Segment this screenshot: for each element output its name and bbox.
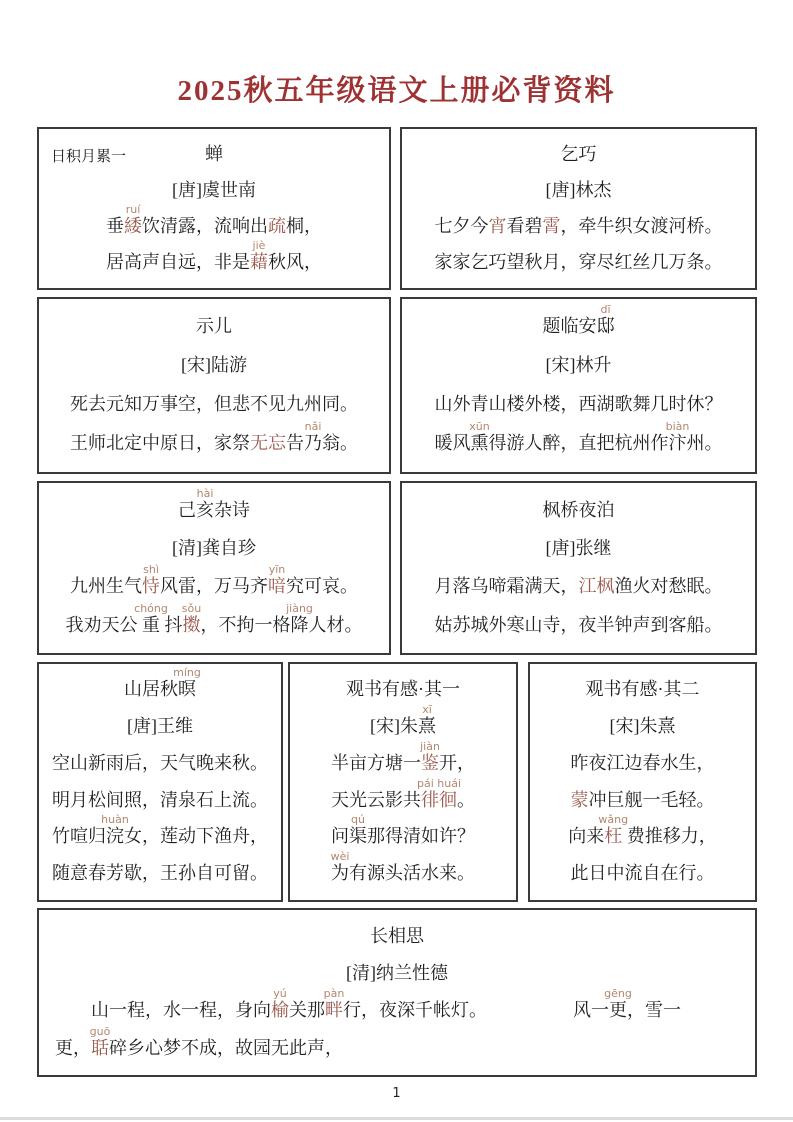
poem-card bbox=[37, 127, 391, 290]
poem-title bbox=[39, 486, 389, 522]
text-run: 降 jiàng bbox=[286, 601, 313, 635]
poem-line bbox=[530, 753, 755, 775]
highlighted-char: 鉴 jiàn bbox=[420, 739, 440, 773]
text-run: 九州生气 bbox=[70, 576, 142, 597]
poem-line bbox=[290, 850, 516, 885]
pinyin-annotation: yú bbox=[273, 987, 287, 1001]
text-run: [唐]张继 bbox=[545, 538, 612, 559]
text-run: 此日中流自在行。 bbox=[570, 863, 715, 884]
text-run: [唐]王维 bbox=[127, 716, 193, 736]
pinyin-annotation: pái huái bbox=[416, 776, 462, 790]
highlighted-char: 藉 jiè bbox=[250, 238, 268, 272]
highlighted-char: 江枫 bbox=[578, 576, 615, 597]
text-run: 更， bbox=[55, 1037, 91, 1058]
highlighted-char: 蒙 bbox=[570, 789, 589, 810]
text-run: 山一程，水一程，身向 bbox=[55, 1000, 271, 1021]
poem-line bbox=[290, 813, 516, 848]
poem-line bbox=[55, 1024, 739, 1060]
pinyin-annotation: míng bbox=[173, 666, 201, 680]
highlighted-char: 聒 guō bbox=[89, 1024, 111, 1058]
poem-line bbox=[39, 394, 389, 416]
highlighted-char: 榆 yú bbox=[271, 987, 289, 1021]
text-run: 邸 dī bbox=[596, 303, 615, 337]
text-run: 州。 bbox=[686, 433, 723, 454]
text-run: [清]龚自珍 bbox=[172, 538, 256, 559]
text-run: [宋]林升 bbox=[545, 355, 612, 376]
poem-author bbox=[402, 180, 755, 202]
text-run: 明月松间照，清泉石上流。 bbox=[52, 789, 268, 810]
text-run: 渔火对愁眠。 bbox=[614, 576, 723, 597]
text-run: 冲巨舰一毛轻。 bbox=[588, 789, 715, 810]
poem-line bbox=[402, 615, 755, 637]
poem-card bbox=[288, 662, 518, 902]
text-run: 天光云影共 bbox=[331, 789, 421, 810]
poem-line bbox=[530, 863, 755, 885]
text-run: ，牵牛织女渡河桥。 bbox=[560, 215, 723, 236]
pinyin-annotation: wèi bbox=[330, 850, 350, 864]
pinyin-annotation: sǒu bbox=[181, 601, 202, 615]
text-run: 有源头活水来。 bbox=[349, 863, 475, 884]
poem-line bbox=[290, 739, 516, 775]
text-run: 碎乡心梦不成，故园无此声， bbox=[109, 1037, 343, 1058]
highlighted-char: 疏 bbox=[268, 215, 286, 236]
text-run: 暖风 bbox=[434, 433, 471, 454]
text-run: 随意春芳歇，王孙自可留。 bbox=[52, 863, 268, 884]
text-run: 暝 míng bbox=[173, 666, 201, 700]
poem-author bbox=[530, 716, 755, 738]
pinyin-annotation: qú bbox=[351, 813, 365, 827]
text-run: 费推移力， bbox=[622, 826, 717, 847]
poem-author bbox=[402, 355, 755, 377]
page-title: 2025秋五年级语文上册必背资料 bbox=[177, 75, 616, 107]
text-run: [唐]虞世南 bbox=[172, 179, 256, 200]
highlighted-char: 无忘 bbox=[250, 433, 286, 454]
text-run: 山外青山楼外楼，西湖歌舞几时休？ bbox=[434, 394, 723, 415]
poem-line bbox=[39, 238, 389, 274]
text-run: 熏 xūn bbox=[469, 420, 490, 454]
pinyin-annotation: jiàn bbox=[420, 739, 440, 753]
poem-card bbox=[528, 662, 757, 902]
text-run: 向来 bbox=[568, 826, 605, 847]
poem-line bbox=[402, 252, 755, 274]
highlighted-char: 緌 ruí bbox=[124, 202, 142, 236]
poem-line bbox=[530, 813, 755, 848]
text-run: 汴 biàn bbox=[665, 420, 690, 454]
text-run: 乞巧 bbox=[560, 143, 597, 164]
highlighted-char: 喑 yīn bbox=[268, 563, 286, 597]
text-run: 翁。 bbox=[322, 433, 358, 454]
poem-line bbox=[39, 753, 281, 775]
text-run: 示儿 bbox=[196, 316, 232, 337]
text-run: 渠 qú bbox=[349, 813, 367, 847]
text-run: 七夕今 bbox=[434, 215, 489, 236]
text-run: 山居秋 bbox=[124, 679, 178, 700]
text-run: 己 bbox=[178, 499, 196, 520]
text-run: 居高声自远，非是 bbox=[106, 251, 250, 272]
poem-card bbox=[400, 127, 757, 290]
pinyin-annotation: biàn bbox=[665, 420, 690, 434]
text-run: 竹喧归 bbox=[52, 826, 106, 847]
poem-line bbox=[402, 216, 755, 238]
text-run: 熹 xī bbox=[418, 703, 436, 736]
highlighted-char: 徘徊 pái huái bbox=[416, 776, 462, 810]
poem-card bbox=[400, 481, 757, 655]
text-run: 关那 bbox=[289, 1000, 325, 1021]
text-run: 究可哀。 bbox=[286, 576, 358, 597]
poem-title bbox=[290, 679, 516, 701]
text-run: 题临安 bbox=[542, 316, 597, 337]
pinyin-annotation: jiàng bbox=[286, 601, 313, 615]
text-run: 杂诗 bbox=[214, 499, 250, 520]
text-run: 昨夜江边春水生， bbox=[570, 752, 715, 773]
text-run: 告 bbox=[286, 433, 304, 454]
text-run: 饮清露，流响出 bbox=[142, 215, 268, 236]
poem-title bbox=[402, 303, 755, 338]
text-run: 长相思 bbox=[370, 925, 424, 946]
pinyin-annotation: hài bbox=[196, 486, 214, 500]
poem-line bbox=[39, 420, 389, 455]
text-run: 观书有感·其一 bbox=[346, 679, 460, 700]
pinyin-annotation: shì bbox=[143, 563, 159, 577]
text-run: 风一 bbox=[573, 1000, 609, 1021]
text-run: ，不拘一格 bbox=[200, 614, 291, 635]
pinyin-annotation: jiè bbox=[252, 238, 266, 252]
poem-line bbox=[290, 776, 516, 812]
text-run: 家家乞巧望秋月，穿尽红丝几万条。 bbox=[434, 251, 723, 272]
text-run: [唐]林杰 bbox=[545, 179, 612, 200]
poem-card bbox=[37, 662, 283, 902]
highlighted-char: 霄 bbox=[542, 215, 561, 236]
text-run: 枫桥夜泊 bbox=[542, 499, 615, 520]
corner-label: 日积月累一 bbox=[51, 149, 127, 165]
poem-line bbox=[39, 601, 389, 637]
poem-card bbox=[37, 481, 391, 655]
text-run: 浣 huàn bbox=[101, 813, 129, 847]
text-run: 王师北定中原日，家祭 bbox=[70, 433, 250, 454]
pinyin-annotation: wǎng bbox=[598, 813, 629, 827]
poem-title bbox=[402, 500, 755, 522]
poem-author bbox=[402, 538, 755, 560]
poem-line bbox=[402, 420, 755, 455]
poem-title bbox=[39, 666, 281, 701]
poem-line bbox=[55, 987, 739, 1022]
pinyin-annotation: ruí bbox=[125, 202, 141, 216]
poem-line bbox=[530, 790, 755, 812]
text-run: 观书有感·其二 bbox=[585, 679, 700, 700]
text-run: 。 bbox=[457, 789, 475, 810]
pinyin-annotation: guō bbox=[89, 1024, 111, 1038]
highlighted-char: 恃 shì bbox=[142, 563, 160, 597]
text-run: 人材。 bbox=[308, 614, 363, 635]
text-run: 桐， bbox=[286, 215, 322, 236]
pinyin-annotation: chóng bbox=[134, 601, 168, 615]
text-run: [清]纳兰性德 bbox=[346, 963, 448, 984]
poem-line bbox=[39, 813, 281, 848]
text-run: [宋]朱熹 bbox=[609, 716, 676, 736]
text-run: 姑苏城外寒山寺，夜半钟声到客船。 bbox=[434, 614, 723, 635]
poem-author bbox=[55, 963, 739, 985]
highlighted-char: 宵 bbox=[488, 215, 507, 236]
text-run: 乃 nǎi bbox=[304, 420, 322, 454]
poem-author bbox=[290, 703, 516, 738]
poem-title bbox=[39, 316, 389, 338]
poem-line bbox=[402, 394, 755, 416]
poem-author bbox=[39, 355, 389, 377]
poem-author bbox=[39, 716, 281, 738]
poem-card bbox=[400, 297, 757, 474]
text-run: 风雷，万马齐 bbox=[160, 576, 268, 597]
text-run: 月落乌啼霜满天， bbox=[434, 576, 579, 597]
text-run: 垂 bbox=[106, 215, 124, 236]
highlighted-char: 枉 wǎng bbox=[598, 813, 629, 847]
pinyin-annotation: nǎi bbox=[304, 420, 322, 434]
text-run: [宋]朱 bbox=[370, 716, 418, 736]
page-number: 1 bbox=[392, 1086, 401, 1101]
text-run: 那得清如许？ bbox=[367, 826, 475, 847]
pinyin-annotation: pàn bbox=[323, 987, 345, 1001]
text-run: [宋]陆游 bbox=[181, 355, 247, 376]
text-run: 死去元知万事空，但悲不见九州同。 bbox=[70, 394, 358, 415]
poem-line bbox=[39, 863, 281, 885]
pinyin-annotation: dī bbox=[600, 303, 611, 317]
poem-author bbox=[39, 538, 389, 560]
poem-title bbox=[55, 926, 739, 948]
pinyin-annotation: gēng bbox=[604, 987, 632, 1001]
poem-line bbox=[402, 576, 755, 598]
text-run: 秋风， bbox=[268, 251, 322, 272]
text-run: 蝉 bbox=[205, 143, 223, 164]
text-run: 行，夜深千帐灯。 bbox=[343, 1000, 487, 1021]
text-run: 我劝天公 bbox=[65, 614, 142, 635]
poem-line bbox=[39, 202, 389, 238]
text-run: 得游人醉，直把杭州作 bbox=[488, 433, 669, 454]
text-run: 为 wèi bbox=[330, 850, 350, 884]
poem-title bbox=[402, 144, 755, 166]
text-run: 女，莲动下渔舟， bbox=[124, 826, 268, 847]
text-run: ，雪一 bbox=[627, 1000, 681, 1021]
text-run: 半亩方塘一 bbox=[331, 752, 421, 773]
poem-line bbox=[39, 790, 281, 812]
poem-line bbox=[39, 563, 389, 598]
text-run: 空山新雨后，天气晚来秋。 bbox=[52, 752, 268, 773]
text-run: 亥 hài bbox=[196, 486, 214, 520]
text-run: 开， bbox=[439, 752, 475, 773]
text-run: 抖 bbox=[160, 614, 183, 635]
highlighted-char: 擞 sǒu bbox=[181, 601, 202, 635]
text-run: 看碧 bbox=[506, 215, 543, 236]
poem-title bbox=[530, 679, 755, 701]
highlighted-char: 畔 pàn bbox=[323, 987, 345, 1021]
pinyin-annotation: xī bbox=[422, 703, 432, 716]
text-run: 更 gēng bbox=[604, 987, 632, 1021]
pinyin-annotation: xūn bbox=[469, 420, 490, 434]
poem-card bbox=[37, 908, 757, 1077]
poem-card bbox=[37, 297, 391, 474]
next-page-edge bbox=[0, 1117, 793, 1120]
text-run: 问 bbox=[331, 826, 349, 847]
text-run: 重 chóng bbox=[134, 601, 168, 635]
pinyin-annotation: yīn bbox=[268, 563, 286, 577]
poem-author bbox=[39, 180, 389, 202]
pinyin-annotation: huàn bbox=[101, 813, 129, 827]
